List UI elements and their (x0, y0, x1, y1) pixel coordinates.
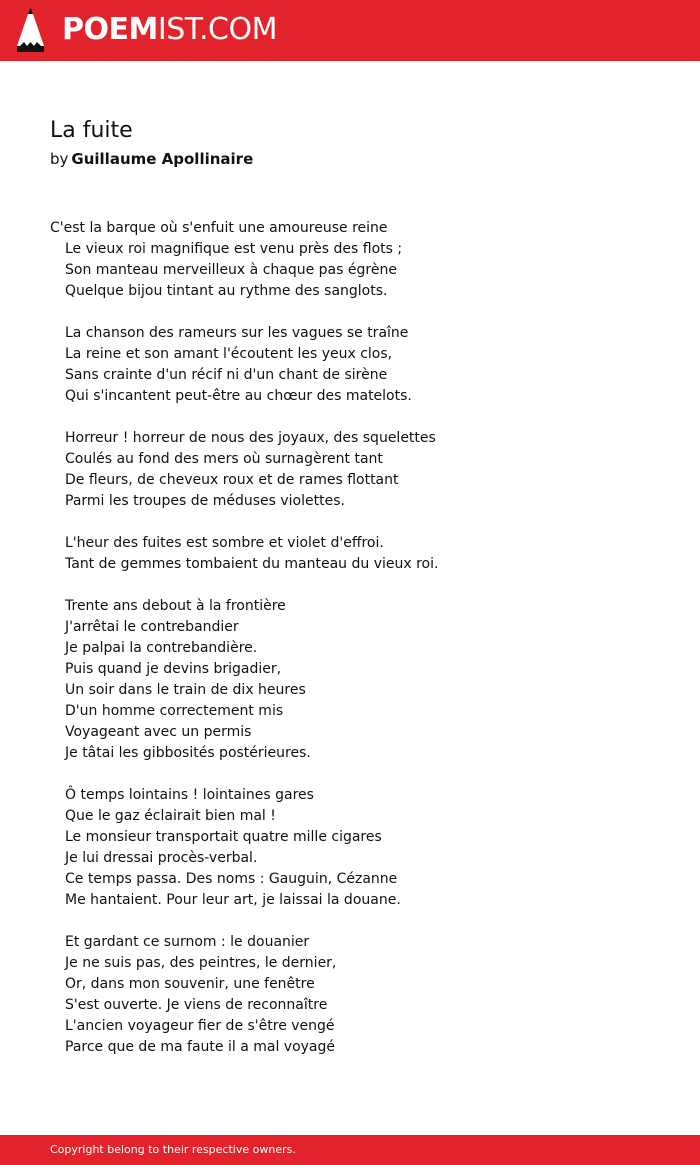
poem-line: Le monsieur transportait quatre mille cigares (65, 829, 382, 845)
poem-line: J'arrêtai le contrebandier (65, 619, 239, 635)
copyright-text: Copyright belong to their respective owners. (50, 1143, 296, 1156)
poem-line: Coulés au fond des mers où surnagèrent tant (65, 451, 383, 467)
poem-stanza (50, 932, 670, 1058)
poem-line: D'un homme correctement mis (65, 703, 284, 719)
poem-line: Son manteau merveilleux à chaque pas égrène (65, 262, 397, 278)
poem-stanza (50, 218, 670, 302)
logo-light-text: IST.COM (157, 12, 277, 47)
poem-line: C'est la barque où s'enfuit une amoureuse reine (50, 220, 388, 236)
poem-line: De fleurs, de cheveux roux et de rames flottant (65, 472, 399, 488)
poem-line: Je ne suis pas, des peintres, le dernier, (65, 955, 337, 971)
poem-line: Trente ans debout à la frontière (65, 598, 286, 614)
poem-line: Voyageant avec un permis (65, 724, 252, 740)
poem-line: La chanson des rameurs sur les vagues se traîne (65, 325, 409, 341)
poem-line: Horreur ! horreur de nous des joyaux, des squelettes (65, 430, 436, 446)
poem-line: Tant de gemmes tombaient du manteau du vieux roi. (65, 556, 439, 572)
poem-line: Or, dans mon souvenir, une fenêtre (65, 976, 315, 992)
poem-line: Je palpai la contrebandière. (65, 640, 258, 656)
poem-line: La reine et son amant l'écoutent les yeux clos, (65, 346, 393, 362)
poem-line: L'heur des fuites est sombre et violet d'effroi. (65, 535, 384, 551)
logo-bold-text: POEM (62, 12, 158, 47)
poem-line: Me hantaient. Pour leur art, je laissai la douane. (65, 892, 401, 908)
poem-title: La fuite (50, 118, 133, 143)
poem-line: Parmi les troupes de méduses violettes. (65, 493, 345, 509)
poem-line: Un soir dans le train de dix heures (65, 682, 306, 698)
poem-stanza (50, 785, 670, 911)
poem-line: Puis quand je devins brigadier, (65, 661, 282, 677)
site-footer (0, 1135, 700, 1165)
poem-stanza (50, 533, 670, 575)
logo-wordmark (62, 8, 277, 52)
byline-by-label: by (50, 150, 69, 168)
poem-line: Parce que de ma faute il a mal voyagé (65, 1039, 336, 1055)
site-header (0, 0, 700, 61)
poem-line: Je tâtai les gibbosités postérieures. (65, 745, 311, 761)
poem-stanza (50, 323, 670, 407)
poem-byline (50, 148, 253, 170)
poem-line: Ô temps lointains ! lointaines gares (65, 787, 314, 803)
poem-line: Quelque bijou tintant au rythme des sanglots. (65, 283, 388, 299)
poem-line: Je lui dressai procès-verbal. (65, 850, 258, 866)
poem-line: S'est ouverte. Je viens de reconnaître (65, 997, 328, 1013)
site-logo-link[interactable] (17, 8, 277, 52)
poem-line: L'ancien voyageur fier de s'être vengé (65, 1018, 335, 1034)
poem-line: Qui s'incantent peut-être au chœur des matelots. (65, 388, 412, 404)
poem-stanza (50, 428, 670, 512)
poem-body (50, 218, 670, 1079)
poem-line: Ce temps passa. Des noms : Gauguin, Cézanne (65, 871, 398, 887)
poem-line: Que le gaz éclairait bien mal ! (65, 808, 276, 824)
pencil-icon (17, 8, 44, 52)
poem-line: Sans crainte d'un récif ni d'un chant de sirène (65, 367, 388, 383)
poem-line: Le vieux roi magnifique est venu près des flots ; (65, 241, 403, 257)
author-link[interactable]: Guillaume Apollinaire (71, 150, 254, 168)
poem-line: Et gardant ce surnom : le douanier (65, 934, 310, 950)
poem-stanza (50, 596, 670, 764)
